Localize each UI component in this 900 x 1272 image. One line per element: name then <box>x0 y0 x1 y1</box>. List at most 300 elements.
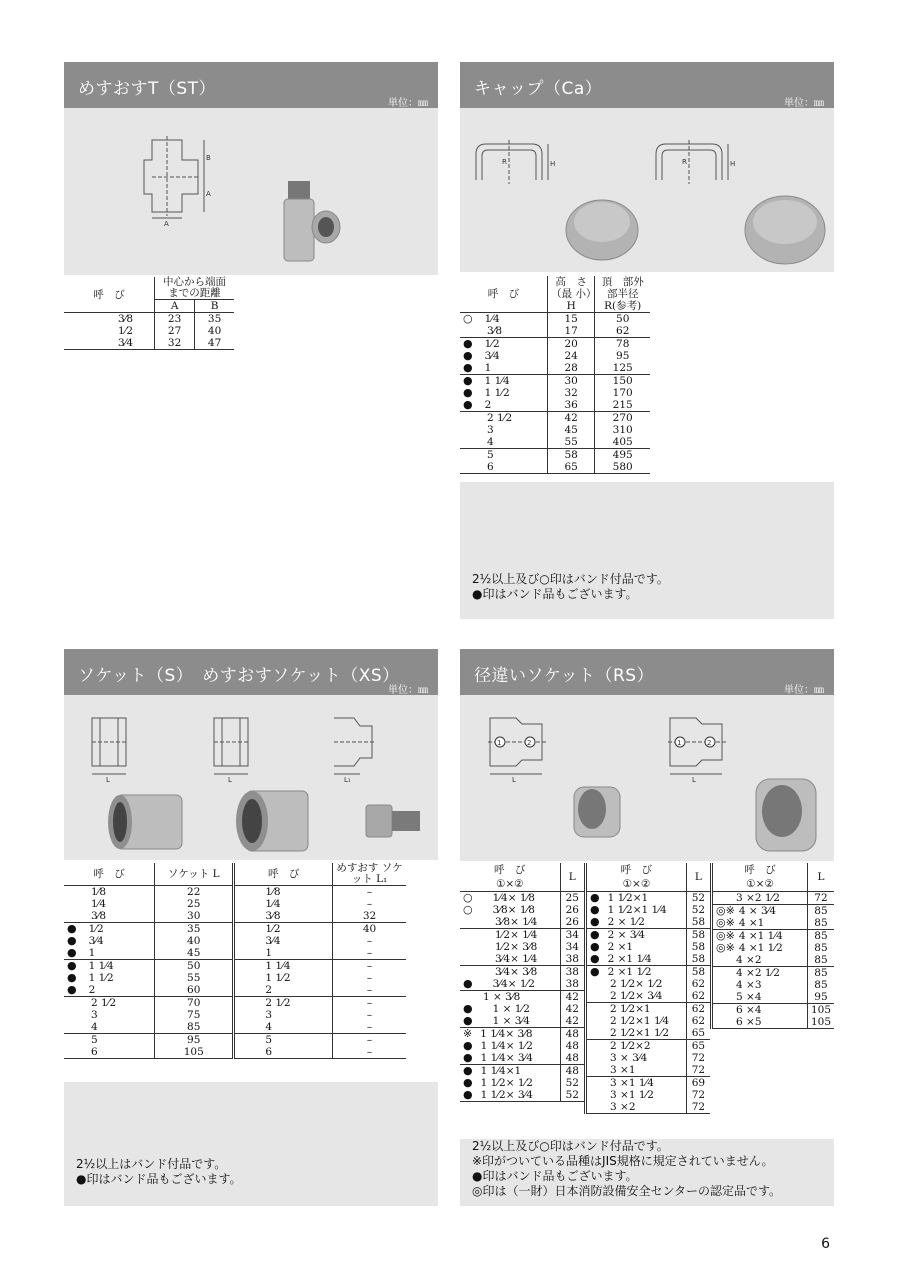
sk-size2: 5 <box>234 1034 333 1047</box>
sk-table <box>64 863 406 1059</box>
ca-size-val: 2 <box>484 399 492 411</box>
rs-size: 2 × 3⁄4 <box>607 929 645 941</box>
st-b: 35 <box>195 313 234 326</box>
rs-l: 58 <box>686 966 710 979</box>
rs-mark: ● <box>590 915 600 928</box>
rs-l: 95 <box>807 991 834 1004</box>
rs-l: 62 <box>686 978 710 990</box>
st-a: 23 <box>155 313 195 326</box>
ca-note-2: ●印はバンド品もございます。 <box>472 587 638 601</box>
ca-size <box>460 387 547 399</box>
sk-size2: 1 <box>234 947 333 960</box>
rs-hdr-size-2 <box>586 863 687 892</box>
sk-l: 60 <box>155 984 234 997</box>
rs-l: 85 <box>807 979 834 991</box>
sk-size-val: 1⁄2 <box>88 923 104 935</box>
sk-photo-3 <box>360 801 426 841</box>
sk-size2: 1⁄4 <box>234 898 333 910</box>
ca-r: 150 <box>595 375 650 388</box>
rs-panel <box>460 649 834 1206</box>
sk-size2: 4 <box>234 1021 333 1034</box>
ca-h: 24 <box>547 350 595 362</box>
rs-mark: ● <box>590 952 600 965</box>
svg-text:1: 1 <box>677 739 682 747</box>
rs-size: 3⁄4× 1⁄2 <box>492 978 535 990</box>
sk-size <box>64 1034 155 1047</box>
sk-header <box>64 649 438 695</box>
ca-r: 310 <box>595 424 650 436</box>
rs-size: 1 1⁄2× 3⁄4 <box>480 1089 533 1101</box>
rs-size: 1 1⁄4× 3⁄8 <box>480 1028 533 1040</box>
rs-l: 42 <box>560 991 584 1004</box>
sk-size2: 3⁄8 <box>234 910 333 923</box>
rs-size: 3⁄8× 1⁄8 <box>492 904 535 916</box>
ca-note-1: 2½以上及び○印はバンド付品です。 <box>472 572 669 586</box>
sk-size <box>64 886 155 899</box>
sk-size <box>64 1046 155 1059</box>
rs-l: 62 <box>686 1003 710 1016</box>
rs-mark: ○ <box>463 891 473 904</box>
sk-size <box>64 960 155 973</box>
ca-r: 50 <box>595 313 650 326</box>
sk-size-val: 1 1⁄2 <box>88 972 114 984</box>
ca-h: 15 <box>547 313 595 326</box>
rs-header <box>460 649 834 695</box>
rs-hdr-l-3: L <box>807 863 834 892</box>
sk-size2: 2 1⁄2 <box>234 997 333 1010</box>
rs-title: 径違いソケット（RS） <box>474 666 655 686</box>
rs-drawing-1 <box>486 714 548 784</box>
ca-h: 55 <box>547 436 595 449</box>
st-a: 32 <box>155 337 195 350</box>
svg-text:2: 2 <box>527 739 532 747</box>
rs-size: 1 1⁄4× 1⁄2 <box>480 1040 533 1052</box>
st-panel <box>64 62 438 619</box>
rs-rows-col3 <box>712 892 835 1029</box>
rs-l: 85 <box>807 942 834 954</box>
rs-mark: ◎※ <box>716 941 735 954</box>
rs-size: 2 × 1⁄2 <box>607 916 645 928</box>
sk-size-val: 2 1⁄2 <box>91 997 117 1009</box>
ca-size <box>460 338 547 351</box>
rs-l: 38 <box>560 966 584 979</box>
rs-unit: 単位：㎜ <box>784 685 824 696</box>
rs-size: 4 ×2 1⁄2 <box>736 967 780 979</box>
ca-r: 580 <box>595 461 650 474</box>
sk-size2: 2 <box>234 984 333 997</box>
sk-size-val: 3⁄4 <box>88 935 104 947</box>
sk-size2: 6 <box>234 1046 333 1059</box>
sk-size <box>64 923 155 936</box>
rs-mark: ● <box>463 977 473 990</box>
rs-l: 72 <box>686 1052 710 1064</box>
ca-size-val: 1⁄2 <box>484 338 500 350</box>
rs-l: 42 <box>560 1003 584 1015</box>
rs-photo-1 <box>568 777 628 843</box>
ca-size <box>460 399 547 412</box>
rs-l: 85 <box>807 917 834 930</box>
rs-l: 62 <box>686 990 710 1003</box>
sk-size-val: 6 <box>91 1046 98 1058</box>
rs-mark: ◎※ <box>716 904 735 917</box>
sk-mark: ● <box>67 959 77 972</box>
ca-size <box>460 350 547 362</box>
svg-text:B: B <box>206 154 211 162</box>
sk-panel <box>64 649 438 1206</box>
sk-size <box>64 1021 155 1034</box>
sk-size <box>64 947 155 960</box>
svg-text:A: A <box>206 190 211 198</box>
sk-size <box>64 1009 155 1021</box>
ca-size-val: 2 1⁄2 <box>487 412 513 424</box>
page-number: 6 <box>821 1236 830 1252</box>
sk-size <box>64 997 155 1010</box>
ca-size-val: 3⁄4 <box>484 350 500 362</box>
rs-size: 1⁄2× 3⁄8 <box>495 941 538 953</box>
sk-mark: ● <box>67 922 77 935</box>
rs-mark: ◎※ <box>716 929 735 942</box>
sk-size-val: 2 <box>88 984 96 996</box>
ca-size <box>460 412 547 425</box>
sk-l1: – <box>333 984 406 997</box>
ca-notes <box>472 572 669 602</box>
rs-size: 4 × 3⁄4 <box>738 905 777 917</box>
sk-size <box>64 935 155 947</box>
ca-photo-2 <box>742 188 828 268</box>
rs-hdr-l-2: L <box>686 863 710 892</box>
sk-size-val: 3 <box>91 1009 98 1021</box>
ca-drawing-2 <box>652 140 734 185</box>
st-hdr-b: B <box>195 300 234 313</box>
st-hdr-dist: 中心から端面までの距離 <box>155 277 235 300</box>
ca-size-val: 1 1⁄2 <box>484 387 510 399</box>
sk-l: 95 <box>155 1034 234 1047</box>
rs-size: 3⁄8× 1⁄4 <box>495 916 538 928</box>
rs-size: 3⁄4× 3⁄8 <box>495 966 538 978</box>
svg-text:L: L <box>228 776 232 784</box>
sk-l1: – <box>333 935 406 947</box>
ca-h: 32 <box>547 387 595 399</box>
rs-l: 85 <box>807 930 834 943</box>
rs-l: 105 <box>807 1016 834 1029</box>
rs-hdr-size-label: 呼 び <box>620 864 653 876</box>
st-size: 3⁄4 <box>117 337 134 349</box>
rs-hdr-size-3 <box>712 863 808 892</box>
sk-l: 40 <box>155 935 234 947</box>
ca-h: 20 <box>547 338 595 351</box>
ca-hdr-h: 高 さ（最 小）H <box>547 276 595 313</box>
rs-mark: ● <box>590 965 600 978</box>
rs-l: 65 <box>686 1027 710 1040</box>
sk-size-val: 1 <box>88 947 96 959</box>
ca-size <box>460 313 547 326</box>
rs-l: 52 <box>686 892 710 905</box>
rs-l: 58 <box>686 941 710 953</box>
rs-size: 1 1⁄4× 3⁄4 <box>480 1052 533 1064</box>
sk-notes <box>76 1157 242 1187</box>
sk-l1: – <box>333 972 406 984</box>
rs-size: 4 ×2 <box>736 954 762 966</box>
sk-size <box>64 910 155 923</box>
rs-l: 65 <box>686 1040 710 1053</box>
sk-size2: 3 <box>234 1009 333 1021</box>
sk-size2: 1 1⁄4 <box>234 960 333 973</box>
sk-l: 50 <box>155 960 234 973</box>
sk-drawing-3 <box>330 714 380 784</box>
rs-table-col3 <box>710 863 834 1029</box>
ca-mark: ● <box>463 386 473 399</box>
ca-unit: 単位：㎜ <box>784 98 824 109</box>
rs-mark: ● <box>463 1039 473 1052</box>
sk-size-val: 4 <box>91 1021 98 1033</box>
sk-l1: – <box>333 1009 406 1021</box>
ca-h: 45 <box>547 424 595 436</box>
ca-size <box>460 461 547 474</box>
rs-size: 1 × 1⁄2 <box>492 1003 530 1015</box>
ca-header <box>460 62 834 108</box>
sk-l: 70 <box>155 997 234 1010</box>
sk-l1: – <box>333 997 406 1010</box>
sk-mark: ● <box>67 971 77 984</box>
sk-l1: – <box>333 1034 406 1047</box>
sk-mark: ● <box>67 934 77 947</box>
ca-table <box>460 276 650 474</box>
ca-r: 125 <box>595 362 650 375</box>
sk-l: 22 <box>155 886 234 899</box>
sk-l1: 32 <box>333 910 406 923</box>
rs-size: 2 1⁄2× 3⁄4 <box>610 990 663 1002</box>
rs-size: 3⁄4× 1⁄4 <box>495 953 538 965</box>
ca-h: 65 <box>547 461 595 474</box>
rs-l: 26 <box>560 916 584 929</box>
sk-size-val: 5 <box>91 1034 98 1046</box>
sk-hdr-xs: めすおす ソケット L₁ <box>333 863 406 886</box>
sk-rows <box>64 886 406 1059</box>
ca-size-val: 5 <box>487 449 494 461</box>
rs-hdr-size <box>460 863 560 892</box>
rs-l: 58 <box>686 929 710 942</box>
st-drawing <box>134 132 224 227</box>
sk-l1: – <box>333 886 406 899</box>
rs-mark: ● <box>463 1051 473 1064</box>
st-hdr-a: A <box>155 300 195 313</box>
sk-l: 55 <box>155 972 234 984</box>
sk-photo-1 <box>106 789 188 855</box>
rs-size: 3 × 3⁄4 <box>610 1052 648 1064</box>
rs-mark: ● <box>463 1014 473 1027</box>
sk-l1: 40 <box>333 923 406 936</box>
sk-l1: – <box>333 960 406 973</box>
rs-note-2: ※印がついている品種はJIS規格に規定されていません。 <box>472 1154 774 1168</box>
ca-size-val: 4 <box>487 436 494 448</box>
sk-unit: 単位：㎜ <box>388 685 428 696</box>
rs-hdr-sub: ①×② <box>622 878 651 890</box>
ca-size <box>460 436 547 449</box>
rs-l: 105 <box>807 1004 834 1017</box>
rs-mark: ● <box>463 1002 473 1015</box>
rs-l: 72 <box>686 1101 710 1114</box>
rs-note-3: ●印はバンド品もございます。 <box>472 1169 638 1183</box>
rs-mark: ● <box>463 1088 473 1101</box>
ca-h: 42 <box>547 412 595 425</box>
rs-rows-col1 <box>460 892 584 1102</box>
sk-l: 35 <box>155 923 234 936</box>
sk-size2: 1⁄2 <box>234 923 333 936</box>
rs-size: 2 1⁄2×1 <box>610 1003 651 1015</box>
rs-mark: ○ <box>463 903 473 916</box>
ca-size <box>460 449 547 462</box>
ca-r: 95 <box>595 350 650 362</box>
st-photo <box>274 177 344 267</box>
rs-mark: ● <box>590 928 600 941</box>
svg-text:L: L <box>512 776 516 784</box>
sk-drawing-2 <box>208 714 258 784</box>
sk-drawing-1 <box>86 714 136 784</box>
rs-size: 2 1⁄2×1 1⁄4 <box>610 1015 670 1027</box>
rs-l: 48 <box>560 1040 584 1052</box>
rs-l: 52 <box>560 1089 584 1102</box>
sk-note-2: ●印はバンド品もございます。 <box>76 1172 242 1186</box>
sk-size2: 1⁄8 <box>234 886 333 899</box>
sk-l: 105 <box>155 1046 234 1059</box>
st-table <box>64 277 234 350</box>
sk-photo-2 <box>234 785 314 857</box>
rs-l: 42 <box>560 1015 584 1028</box>
rs-hdr-size-label: 呼 び <box>494 864 526 876</box>
st-size: 3⁄8 <box>117 313 134 325</box>
rs-size: 3 ×1 1⁄4 <box>610 1077 654 1089</box>
svg-text:R: R <box>502 158 507 166</box>
ca-size <box>460 362 547 375</box>
rs-l: 48 <box>560 1065 584 1078</box>
rs-note-4: ◎印は（一財）日本消防設備安全センターの認定品です。 <box>472 1184 782 1198</box>
ca-r: 405 <box>595 436 650 449</box>
rs-l: 34 <box>560 929 584 942</box>
st-header <box>64 62 438 108</box>
sk-l1: – <box>333 947 406 960</box>
svg-text:H: H <box>550 160 556 168</box>
rs-hdr-size-label: 呼 び <box>744 864 776 876</box>
ca-title: キャップ（Ca） <box>474 79 603 99</box>
rs-mark: ◎※ <box>716 916 735 929</box>
rs-size: 5 ×4 <box>736 991 762 1003</box>
rs-size: 4 ×1 1⁄4 <box>738 930 783 942</box>
sk-hdr-s: ソケット L <box>155 863 234 886</box>
rs-hdr-sub: ①×② <box>495 878 524 890</box>
rs-size: 4 ×1 <box>738 917 765 929</box>
rs-l: 85 <box>807 905 834 918</box>
rs-mark: ● <box>463 1064 473 1077</box>
svg-text:L: L <box>106 776 110 784</box>
ca-r: 270 <box>595 412 650 425</box>
ca-mark: ● <box>463 337 473 350</box>
st-b: 47 <box>195 337 234 350</box>
rs-size: 2 1⁄2×1 1⁄2 <box>610 1027 670 1039</box>
rs-l: 85 <box>807 967 834 980</box>
rs-mark: ● <box>590 940 600 953</box>
st-unit: 単位：㎜ <box>388 98 428 109</box>
sk-size-val: 3⁄8 <box>91 910 107 922</box>
rs-size: 3 ×1 1⁄2 <box>610 1089 654 1101</box>
ca-size-val: 1⁄4 <box>484 313 500 325</box>
st-b: 40 <box>195 325 234 337</box>
ca-size <box>460 325 547 338</box>
sk-l: 25 <box>155 898 234 910</box>
ca-r: 215 <box>595 399 650 412</box>
rs-l: 48 <box>560 1028 584 1041</box>
ca-rows <box>460 313 650 474</box>
rs-hdr-sub: ①×② <box>746 878 774 890</box>
sk-l1: – <box>333 1021 406 1034</box>
sk-hdr-size1: 呼 び <box>93 868 125 880</box>
rs-l: 52 <box>560 1077 584 1089</box>
rs-l: 58 <box>686 916 710 929</box>
rs-mark: ※ <box>463 1027 473 1040</box>
ca-h: 36 <box>547 399 595 412</box>
ca-size <box>460 375 547 388</box>
svg-text:R: R <box>682 158 687 166</box>
sk-l1: – <box>333 898 406 910</box>
ca-r: 78 <box>595 338 650 351</box>
rs-size: 1 1⁄2×1 <box>607 892 649 904</box>
sk-mark: ● <box>67 983 77 996</box>
rs-drawing-2 <box>666 714 728 784</box>
ca-size-val: 1 <box>484 362 492 374</box>
rs-size: 1⁄4× 1⁄8 <box>492 892 535 904</box>
ca-r: 62 <box>595 325 650 338</box>
svg-text:L₁: L₁ <box>344 776 351 784</box>
ca-size-val: 3⁄8 <box>487 325 503 337</box>
rs-l: 72 <box>686 1064 710 1077</box>
sk-title: ソケット（S） めすおすソケット（XS） <box>78 666 400 686</box>
ca-size-val: 1 1⁄4 <box>484 375 510 387</box>
rs-l: 34 <box>560 941 584 953</box>
st-size: 1⁄2 <box>117 325 134 337</box>
ca-mark: ● <box>463 361 473 374</box>
sk-l: 85 <box>155 1021 234 1034</box>
svg-text:A: A <box>164 220 169 228</box>
ca-size <box>460 424 547 436</box>
rs-table-col2 <box>584 863 710 1114</box>
st-rows <box>64 313 234 350</box>
ca-size-val: 6 <box>487 461 494 473</box>
rs-size: 1 1⁄4×1 <box>480 1065 522 1077</box>
rs-l: 85 <box>807 954 834 967</box>
rs-l: 72 <box>686 1089 710 1101</box>
rs-table-col1 <box>460 863 584 1102</box>
ca-h: 17 <box>547 325 595 338</box>
rs-size: 2 1⁄2× 1⁄2 <box>610 978 663 990</box>
rs-size: 2 1⁄2×2 <box>610 1040 651 1052</box>
ca-size-val: 3 <box>487 424 494 436</box>
svg-text:L: L <box>692 776 696 784</box>
rs-l: 72 <box>807 892 834 905</box>
ca-mark: ● <box>463 374 473 387</box>
ca-mark: ○ <box>463 312 473 325</box>
st-a: 27 <box>155 325 195 337</box>
sk-size-val: 1 1⁄4 <box>88 960 114 972</box>
st-title: めすおすT（ST） <box>78 79 217 99</box>
st-hdr-size: 呼 び <box>93 288 125 301</box>
ca-mark: ● <box>463 398 473 411</box>
sk-l: 75 <box>155 1009 234 1021</box>
rs-size: 3 ×1 <box>610 1064 636 1076</box>
rs-size: 6 ×4 <box>736 1004 762 1016</box>
svg-text:H: H <box>730 160 736 168</box>
rs-size: 1⁄2× 1⁄4 <box>495 929 538 941</box>
ca-r: 495 <box>595 449 650 462</box>
rs-size: 1 1⁄2× 1⁄2 <box>480 1077 533 1089</box>
